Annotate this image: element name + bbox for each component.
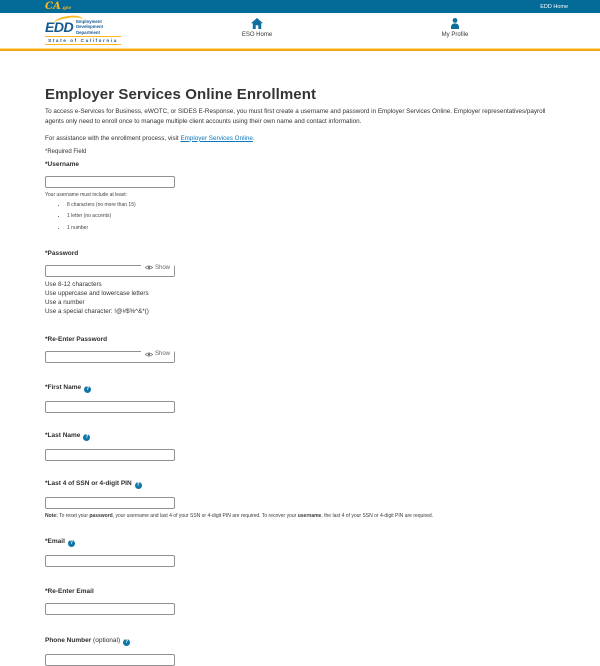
phone-label-text: Phone Number <box>45 637 92 645</box>
reenter-email-label: *Re-Enter Email <box>45 588 94 596</box>
edd-logo-line: Development <box>76 24 104 30</box>
phone-input[interactable] <box>45 654 175 666</box>
first-name-field-group <box>45 384 555 413</box>
reenter-password-show-label: Show <box>154 351 170 358</box>
main-content <box>45 86 555 666</box>
password-field-group <box>45 250 555 317</box>
first-name-label-text: *First Name <box>45 384 82 392</box>
rule-item: Use a special character: !@#$%^&*() <box>45 308 149 316</box>
utility-bar <box>0 0 600 13</box>
password-show-button[interactable] <box>141 260 174 276</box>
email-help-icon[interactable]: ? <box>69 540 73 547</box>
email-label-text: *Email <box>45 538 65 546</box>
intro-text: To access e-Services for Business, eWOTC, or SIDES E-Response, you must first create a username and password in Employer Services Online. Employer representatives/payroll agents only need to enroll once to manage multiple client accounts using their own name and contact information. <box>45 108 546 126</box>
rule-item: • 1 number <box>67 225 555 231</box>
last-name-input[interactable] <box>45 449 175 461</box>
ca-gov-logo-gov: .gov <box>61 4 71 10</box>
nav-eso-home[interactable] <box>229 18 285 38</box>
username-hint-title: Your username must include at least: <box>45 191 128 198</box>
last-name-help-icon[interactable]: ? <box>85 434 89 441</box>
eye-icon <box>145 265 153 270</box>
last-name-label-text: *Last Name <box>45 432 81 440</box>
edd-logo[interactable] <box>45 16 121 45</box>
text-segment: username <box>297 513 322 520</box>
username-input[interactable] <box>45 176 175 188</box>
last-name-label <box>45 432 555 441</box>
text-segment: , the last 4 of your SSN or 4-digit PIN are required. <box>321 513 434 520</box>
rule-item: • 1 letter (no accents) <box>67 213 555 219</box>
text-segment: Note: <box>45 513 58 520</box>
edd-logo-acronym: EDD <box>45 19 74 36</box>
text-segment: password <box>89 513 113 520</box>
nav-eso-home-label: ESO Home <box>241 32 273 38</box>
first-name-label <box>45 384 555 393</box>
edd-logo-line: Department <box>76 29 100 35</box>
eye-icon <box>145 352 153 357</box>
password-label: *Password <box>45 249 79 257</box>
ssn-pin-note <box>45 513 555 519</box>
username-label: *Username <box>45 160 79 168</box>
nav-my-profile[interactable] <box>427 18 483 38</box>
rule-item: Use uppercase and lowercase letters <box>45 289 149 297</box>
reenter-email-field-group <box>45 588 555 615</box>
email-field-group <box>45 538 555 567</box>
first-name-help-icon[interactable]: ? <box>86 386 90 393</box>
text-segment: To reset your <box>57 513 90 520</box>
phone-optional-text: (optional) <box>93 637 121 645</box>
ssn-pin-input[interactable] <box>45 497 175 509</box>
assistance-text <box>45 135 555 142</box>
ssn-pin-label <box>45 480 555 489</box>
reenter-password-show-button[interactable] <box>141 346 174 362</box>
phone-label <box>45 637 555 646</box>
person-icon <box>450 18 460 29</box>
required-field-note: *Required Field <box>45 148 87 155</box>
edd-logo-text <box>76 19 103 35</box>
password-rules-list <box>45 280 555 317</box>
reenter-password-label: *Re-Enter Password <box>45 336 108 344</box>
gold-divider <box>0 48 600 51</box>
ssn-pin-help-icon[interactable]: ? <box>136 482 140 489</box>
nav-my-profile-label: My Profile <box>441 32 469 38</box>
reenter-email-input[interactable] <box>45 603 175 615</box>
rule-item: • 8 characters (no more than 15) <box>67 202 555 208</box>
phone-field-group <box>45 637 555 666</box>
site-header <box>0 13 600 48</box>
edd-logo-tagline: State of California <box>45 36 121 45</box>
text-segment: , your username and last 4 of your SSN or 4-digit PIN are required. To recover your <box>112 513 298 520</box>
ca-gov-logo-ca: CA <box>45 0 61 12</box>
username-rules-list <box>45 202 555 231</box>
rule-item: Use a number <box>45 299 85 306</box>
page-title: Employer Services Online Enrollment <box>45 86 317 103</box>
first-name-input[interactable] <box>45 401 175 413</box>
edd-home-link[interactable]: EDD Home <box>540 3 568 10</box>
ssn-pin-label-text: *Last 4 of SSN or 4-digit PIN <box>45 480 132 488</box>
phone-help-icon[interactable]: ? <box>125 639 129 646</box>
reenter-password-field-group <box>45 336 555 363</box>
employer-services-online-link[interactable]: Employer Services Online <box>180 134 253 142</box>
last-name-field-group <box>45 432 555 461</box>
edd-logo-line: Employment <box>76 19 102 24</box>
email-input[interactable] <box>45 555 175 567</box>
email-label <box>45 538 555 547</box>
text-segment: . <box>252 134 255 142</box>
rule-item: Use 8-12 characters <box>45 280 102 288</box>
ssn-pin-field-group <box>45 480 555 519</box>
username-field-group <box>45 161 555 231</box>
text-segment: For assistance with the enrollment process, visit <box>45 134 181 142</box>
ca-gov-logo[interactable] <box>45 2 71 12</box>
home-icon <box>251 18 263 29</box>
password-show-label: Show <box>154 264 170 271</box>
